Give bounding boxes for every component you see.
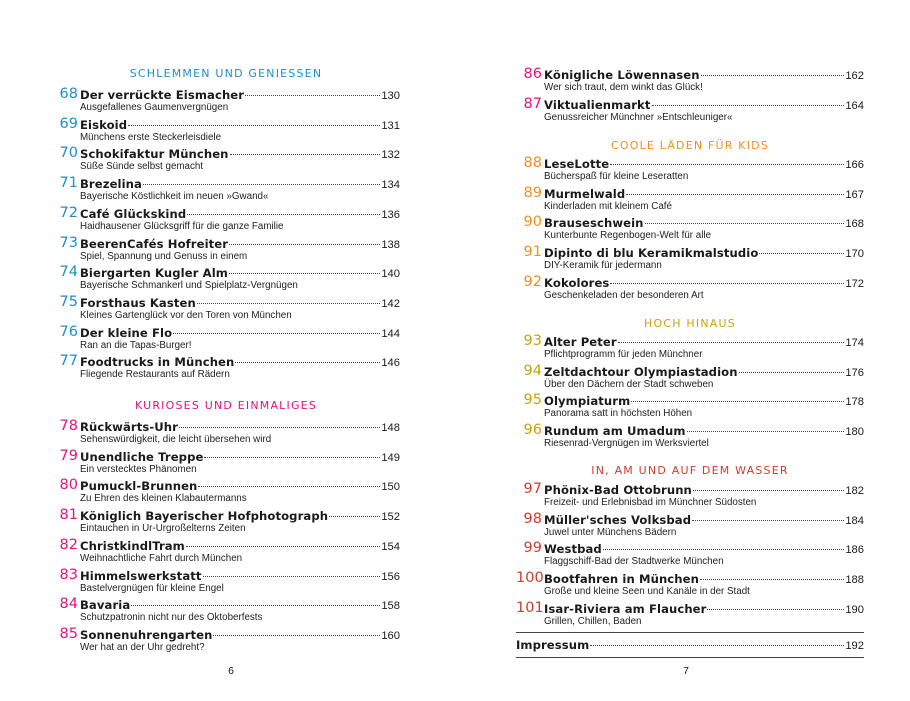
- entry-number: 100: [516, 570, 544, 587]
- dot-leader: [687, 422, 845, 432]
- entry-title: Olympiaturm: [544, 394, 631, 409]
- entry-subtitle: Bastelvergnügen für kleine Engel: [80, 582, 224, 594]
- entry-page: 180: [845, 426, 864, 439]
- entry-page: 144: [381, 327, 400, 340]
- entry-page: 154: [381, 540, 400, 553]
- toc-entry[interactable]: [516, 363, 864, 393]
- toc-entry[interactable]: [52, 324, 400, 354]
- entry-title: Bavaria: [80, 598, 131, 613]
- page-number-left: 6: [228, 665, 234, 677]
- page-number-right: 7: [683, 665, 689, 677]
- toc-entry[interactable]: [52, 537, 400, 567]
- entry-number: 86: [523, 66, 542, 82]
- entry-number: 98: [523, 510, 542, 527]
- dot-leader: [213, 626, 380, 636]
- entry-subtitle: Genussreicher Münchner »Entschleuniger«: [544, 111, 733, 123]
- entry-subtitle: Panorama satt in höchsten Höhen: [544, 408, 693, 420]
- entry-page: 132: [381, 149, 400, 162]
- toc-entry[interactable]: [52, 596, 400, 626]
- entry-page: 162: [845, 70, 864, 82]
- dot-leader: [329, 507, 380, 517]
- toc-entry[interactable]: [52, 626, 400, 656]
- entry-title: Brezelina: [80, 177, 142, 192]
- entry-number: 73: [59, 234, 78, 251]
- entry-subtitle: Ein verstecktes Phänomen: [80, 463, 197, 475]
- entry-number: 96: [523, 422, 542, 439]
- dot-leader: [693, 481, 844, 491]
- entry-number: 89: [523, 184, 542, 201]
- entry-page: 146: [381, 357, 400, 370]
- entry-subtitle: Spiel, Spannung und Genuss in einem: [80, 250, 248, 262]
- entry-title: Rundum am Umadum: [544, 424, 686, 439]
- entry-subtitle: Freizeit- und Erlebnisbad im Münchner Südosten: [544, 497, 757, 508]
- dot-leader: [701, 66, 845, 76]
- entry-number: 92: [523, 273, 542, 290]
- dot-leader: [759, 244, 844, 254]
- entry-number: 95: [523, 392, 542, 409]
- toc-entry[interactable]: [52, 205, 400, 235]
- entry-number: 88: [523, 155, 542, 171]
- toc-entry[interactable]: [52, 86, 400, 116]
- entry-page: 166: [845, 159, 864, 171]
- entry-page: 182: [845, 485, 864, 497]
- dot-leader: [198, 477, 380, 487]
- entry-title: Königlich Bayerischer Hofphotograph: [80, 509, 329, 524]
- entry-title: Isar-Riviera am Flaucher: [544, 601, 707, 616]
- entry-number: 75: [59, 293, 78, 310]
- entry-number: 91: [523, 244, 542, 261]
- dot-leader: [230, 145, 381, 155]
- toc-entry[interactable]: [52, 448, 400, 478]
- entry-subtitle: Bayerische Köstlichkeit im neuen »Gwand«: [80, 191, 269, 203]
- entry-subtitle: Bayerische Schmankerl und Spielplatz-Vergnügen: [80, 280, 298, 292]
- toc-entry[interactable]: [516, 274, 864, 304]
- entry-subtitle: Zu Ehren des kleinen Klabautermanns: [80, 493, 247, 505]
- entry-title: ChristkindlTram: [80, 538, 185, 553]
- entry-number: 87: [523, 95, 542, 112]
- entry-title: Zeltdachtour Olympiastadion: [544, 364, 738, 379]
- entry-number: 85: [59, 625, 78, 642]
- entry-subtitle: Münchens erste Steckerleisdiele: [80, 131, 222, 143]
- entry-number: 82: [59, 536, 78, 553]
- entry-subtitle: Weihnachtliche Fahrt durch München: [80, 552, 243, 564]
- entry-page: 186: [845, 544, 864, 557]
- entry-subtitle: Eintauchen in Ur-Urgroßelterns Zeiten: [80, 523, 246, 535]
- section-heading: IN, AM UND AUF DEM WASSER: [591, 464, 789, 477]
- toc-entry[interactable]: [516, 481, 864, 511]
- entry-page: 142: [381, 297, 400, 310]
- dot-leader: [203, 567, 381, 577]
- entry-number: 69: [59, 115, 78, 132]
- toc-entry[interactable]: [516, 511, 864, 541]
- entry-title: Müller'sches Volksbad: [544, 512, 692, 527]
- entry-subtitle: Pflichtprogramm für jeden Münchner: [544, 349, 703, 360]
- section-heading: HOCH HINAUS: [644, 317, 736, 330]
- toc-entry[interactable]: [52, 353, 400, 383]
- dot-leader: [186, 537, 380, 547]
- dot-leader: [229, 264, 380, 274]
- entry-title: Dipinto di blu Keramikmalstudio: [544, 246, 759, 261]
- toc-entry[interactable]: [516, 66, 864, 96]
- entry-title: Rückwärts-Uhr: [80, 420, 178, 434]
- entry-title: Schokifaktur München: [80, 147, 229, 162]
- entry-title: BeerenCafés Hofreiter: [80, 236, 229, 251]
- entry-title: Foodtrucks in München: [80, 355, 235, 370]
- entry-number: 68: [59, 86, 78, 102]
- entry-subtitle: Wer sich traut, dem winkt das Glück!: [544, 82, 703, 93]
- entry-page: 168: [845, 218, 864, 231]
- entry-subtitle: DIY-Keramik für jedermann: [544, 260, 662, 272]
- entry-subtitle: Kinderladen mit kleinem Café: [544, 200, 672, 212]
- dot-leader: [128, 116, 380, 126]
- entry-subtitle: Wer hat an der Uhr gedreht?: [80, 641, 205, 653]
- dot-leader: [631, 392, 844, 402]
- dot-leader: [131, 596, 380, 606]
- entry-title: Café Glückskind: [80, 206, 187, 221]
- entry-page: 148: [381, 422, 400, 434]
- entry-number: 94: [523, 362, 542, 379]
- toc-entry[interactable]: [52, 175, 400, 205]
- entry-page: 134: [381, 179, 400, 192]
- dot-leader: [692, 511, 844, 521]
- toc-entry[interactable]: [516, 600, 864, 630]
- dot-leader: [652, 96, 845, 106]
- entry-page: 178: [845, 396, 864, 409]
- dot-leader: [173, 324, 380, 334]
- entry-number: 77: [59, 353, 78, 370]
- toc-entry[interactable]: [52, 567, 400, 597]
- toc-entry[interactable]: [52, 294, 400, 324]
- entry-page: 172: [845, 277, 864, 290]
- entry-subtitle: Bücherspaß für kleine Leseratten: [544, 171, 689, 182]
- dot-leader: [197, 294, 381, 304]
- dot-leader: [618, 333, 845, 343]
- impressum-page: 192: [845, 640, 864, 652]
- entry-page: 152: [381, 511, 400, 524]
- entry-subtitle: Fliegende Restaurants auf Rädern: [80, 369, 230, 381]
- toc-entry[interactable]: [52, 507, 400, 537]
- dot-leader: [235, 353, 380, 363]
- entry-number: 72: [59, 204, 78, 221]
- divider-rule: [516, 657, 864, 658]
- entry-page: 158: [381, 600, 400, 613]
- entry-number: 70: [59, 145, 78, 162]
- entry-subtitle: Sehenswürdigkeit, die leicht übersehen wird: [80, 434, 272, 445]
- entry-subtitle: Schutzpatronin nicht nur des Oktoberfests: [80, 612, 263, 624]
- entry-page: 156: [381, 570, 400, 583]
- entry-title: Bootfahren in München: [544, 572, 699, 587]
- section-heading: COOLE LÄDEN FÜR KIDS: [610, 139, 770, 152]
- entry-page: 174: [845, 337, 864, 349]
- impressum-entry[interactable]: [516, 638, 864, 652]
- entry-page: 167: [845, 188, 864, 201]
- toc-entry[interactable]: [516, 422, 864, 452]
- toc-entry[interactable]: [516, 96, 864, 126]
- toc-entry[interactable]: [516, 155, 864, 185]
- entry-title: Der kleine Flo: [80, 325, 173, 340]
- dot-leader: [179, 418, 380, 428]
- entry-page: 149: [381, 451, 400, 464]
- dot-leader: [245, 86, 380, 96]
- entry-number: 84: [59, 596, 78, 613]
- entry-subtitle: Kleines Gartenglück vor den Toren von München: [80, 309, 292, 321]
- entry-title: Pumuckl-Brunnen: [80, 479, 198, 494]
- entry-number: 81: [59, 507, 78, 524]
- entry-page: 176: [845, 366, 864, 379]
- entry-title: Kokolores: [544, 275, 610, 290]
- toc-entry[interactable]: [516, 392, 864, 422]
- toc-entry[interactable]: [52, 116, 400, 146]
- entry-title: Murmelwald: [544, 186, 626, 201]
- entry-number: 71: [59, 175, 78, 192]
- dot-leader: [590, 636, 844, 646]
- toc-entry[interactable]: [52, 235, 400, 265]
- dot-leader: [700, 570, 844, 580]
- dot-leader: [143, 175, 380, 185]
- entry-subtitle: Flaggschiff-Bad der Stadtwerke München: [544, 556, 724, 568]
- entry-number: 74: [59, 264, 78, 281]
- entry-subtitle: Haidhausener Glücksgriff für die ganze Familie: [80, 220, 284, 232]
- toc-entry[interactable]: [52, 477, 400, 507]
- entry-subtitle: Süße Sünde selbst gemacht: [80, 161, 204, 173]
- dot-leader: [626, 185, 844, 195]
- entry-page: 130: [381, 90, 400, 102]
- entry-subtitle: Grillen, Chillen, Baden: [544, 615, 642, 627]
- entry-page: 138: [381, 238, 400, 251]
- toc-entry[interactable]: [52, 145, 400, 175]
- entry-page: 131: [381, 119, 400, 132]
- entry-subtitle: Ran an die Tapas-Burger!: [80, 339, 192, 351]
- entry-subtitle: Geschenkeladen der besonderen Art: [544, 289, 704, 301]
- entry-subtitle: Kunterbunte Regenbogen-Welt für alle: [544, 230, 712, 242]
- entry-title: Himmelswerkstatt: [80, 568, 202, 583]
- toc-entry[interactable]: [516, 185, 864, 215]
- entry-title: Forsthaus Kasten: [80, 295, 196, 310]
- entry-title: Unendliche Treppe: [80, 449, 204, 464]
- entry-page: 140: [381, 268, 400, 281]
- dot-leader: [645, 214, 845, 224]
- entry-title: Westbad: [544, 542, 602, 557]
- dot-leader: [610, 155, 844, 165]
- entry-title: Der verrückte Eismacher: [80, 88, 245, 102]
- entry-number: 79: [59, 447, 78, 464]
- section-heading: KURIOSES UND EINMALIGES: [134, 399, 318, 412]
- entry-page: 164: [845, 99, 864, 112]
- entry-title: Brauseschwein: [544, 216, 644, 231]
- entry-title: Königliche Löwennasen: [544, 68, 700, 82]
- entry-page: 170: [845, 248, 864, 261]
- toc-entry[interactable]: [516, 214, 864, 244]
- impressum-label: Impressum: [516, 638, 590, 652]
- entry-subtitle: Über den Dächern der Stadt schweben: [544, 378, 714, 390]
- entry-title: Eiskoid: [80, 117, 128, 132]
- entry-number: 101: [516, 599, 544, 616]
- section-heading: SCHLEMMEN UND GENIESSEN: [129, 67, 323, 80]
- entry-number: 93: [523, 333, 542, 349]
- dot-leader: [204, 448, 380, 458]
- dot-leader: [739, 363, 845, 373]
- entry-number: 78: [59, 418, 78, 434]
- entry-title: Alter Peter: [544, 335, 617, 349]
- entry-subtitle: Juwel unter Münchens Bädern: [544, 526, 677, 538]
- dot-leader: [187, 205, 380, 215]
- toc-entry[interactable]: [52, 264, 400, 294]
- entry-title: Viktualienmarkt: [544, 97, 651, 112]
- entry-title: LeseLotte: [544, 157, 610, 171]
- toc-entry[interactable]: [516, 333, 864, 363]
- entry-page: 150: [381, 481, 400, 494]
- entry-number: 83: [59, 566, 78, 583]
- entry-subtitle: Große und kleine Seen und Kanäle in der Stadt: [544, 586, 750, 598]
- entry-title: Phönix-Bad Ottobrunn: [544, 483, 692, 497]
- toc-entry[interactable]: [52, 418, 400, 448]
- entry-page: 136: [381, 208, 400, 221]
- entry-page: 184: [845, 514, 864, 527]
- dot-leader: [610, 274, 844, 284]
- entry-subtitle: Ausgefallenes Gaumenvergnügen: [80, 102, 229, 113]
- entry-title: Sonnenuhrengarten: [80, 627, 213, 642]
- entry-title: Biergarten Kugler Alm: [80, 266, 228, 281]
- entry-number: 97: [523, 481, 542, 497]
- entry-number: 76: [59, 323, 78, 340]
- dot-leader: [229, 235, 380, 245]
- entry-number: 80: [59, 477, 78, 494]
- entry-page: 190: [845, 603, 864, 616]
- entry-number: 99: [523, 540, 542, 557]
- entry-subtitle: Riesenrad-Vergnügen im Werksviertel: [544, 438, 709, 450]
- toc-entry[interactable]: [516, 244, 864, 274]
- dot-leader: [603, 540, 845, 550]
- entry-page: 160: [381, 629, 400, 642]
- divider-rule: [516, 632, 864, 633]
- entry-number: 90: [523, 214, 542, 231]
- dot-leader: [707, 600, 844, 610]
- toc-entry[interactable]: [516, 540, 864, 570]
- toc-entry[interactable]: [516, 570, 864, 600]
- entry-page: 188: [845, 574, 864, 587]
